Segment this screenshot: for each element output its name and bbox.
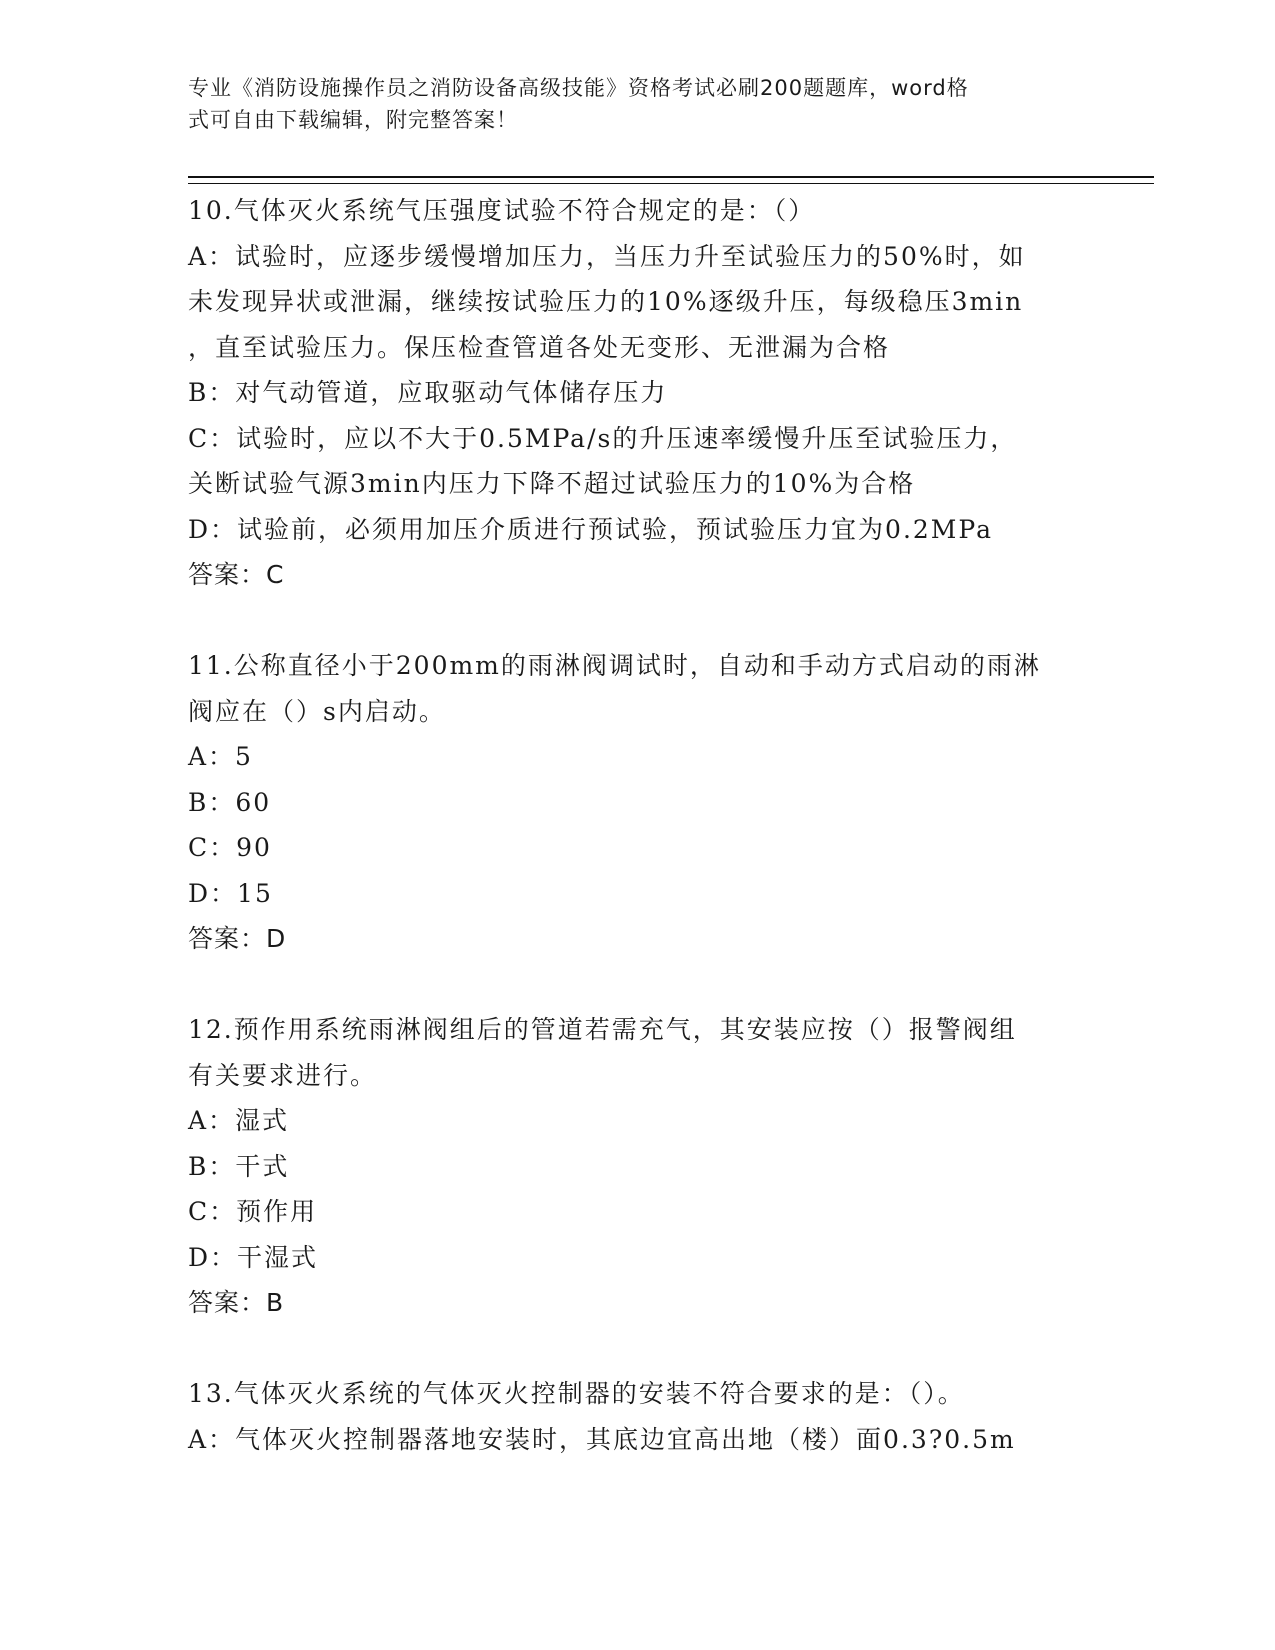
answer: 答案：D <box>188 924 287 953</box>
option-c: C：预作用 <box>188 1197 318 1226</box>
question-10 <box>188 188 1088 598</box>
option-b: B：60 <box>188 787 272 817</box>
question-11 <box>188 643 1088 962</box>
option-a: A：气体灭火控制器落地安装时，其底边宜高出地（楼）面0.3?0.5m <box>188 1424 1016 1454</box>
option-a-continued: 未发现异状或泄漏，继续按试验压力的10%逐级升压，每级稳压3min <box>188 287 1024 316</box>
option-a: A：湿式 <box>188 1106 290 1135</box>
option-d: D：试验前，必须用加压介质进行预试验，预试验压力宜为0.2MPa <box>188 514 994 544</box>
header-line-2: 式可自由下载编辑，附完整答案！ <box>188 108 518 132</box>
question-stem: 10.气体灭火系统气压强度试验不符合规定的是：（） <box>188 196 816 225</box>
option-c-continued: 关断试验气源3min内压力下降不超过试验压力的10%为合格 <box>188 469 916 498</box>
header-divider-thick <box>188 176 1154 178</box>
option-c: C：试验时，应以不大于0.5MPa/s的升压速率缓慢升压至试验压力， <box>188 423 1018 453</box>
question-stem-continued: 阀应在（）s内启动。 <box>188 696 446 726</box>
option-c: C：90 <box>188 833 272 862</box>
option-a-continued: ，直至试验压力。保压检查管道各处无变形、无泄漏为合格 <box>188 332 891 362</box>
answer: 答案：B <box>188 1288 285 1317</box>
document-header <box>188 72 1078 136</box>
question-stem-continued: 有关要求进行。 <box>188 1060 378 1090</box>
option-a: A：试验时，应逐步缓慢增加压力，当压力升至试验压力的50%时，如 <box>188 241 1026 271</box>
option-d: D：干湿式 <box>188 1242 319 1272</box>
question-stem: 12.预作用系统雨淋阀组后的管道若需充气，其安装应按（）报警阀组 <box>188 1015 1017 1044</box>
option-b: B：对气动管道，应取驱动气体储存压力 <box>188 378 668 407</box>
question-stem: 11.公称直径小于200mm的雨淋阀调试时，自动和手动方式启动的雨淋 <box>188 651 1041 680</box>
option-d: D：15 <box>188 878 273 908</box>
header-divider-thin <box>188 183 1154 184</box>
option-b: B：干式 <box>188 1151 290 1181</box>
question-12 <box>188 1007 1088 1326</box>
question-stem: 13.气体灭火系统的气体灭火控制器的安装不符合要求的是：（）。 <box>188 1379 965 1408</box>
question-13 <box>188 1371 1088 1462</box>
option-a: A：5 <box>188 742 253 771</box>
header-line-1: 专业《消防设施操作员之消防设备高级技能》资格考试必刷200题题库，word格 <box>188 76 969 100</box>
answer: 答案：C <box>188 560 285 589</box>
question-list <box>188 188 1088 1462</box>
